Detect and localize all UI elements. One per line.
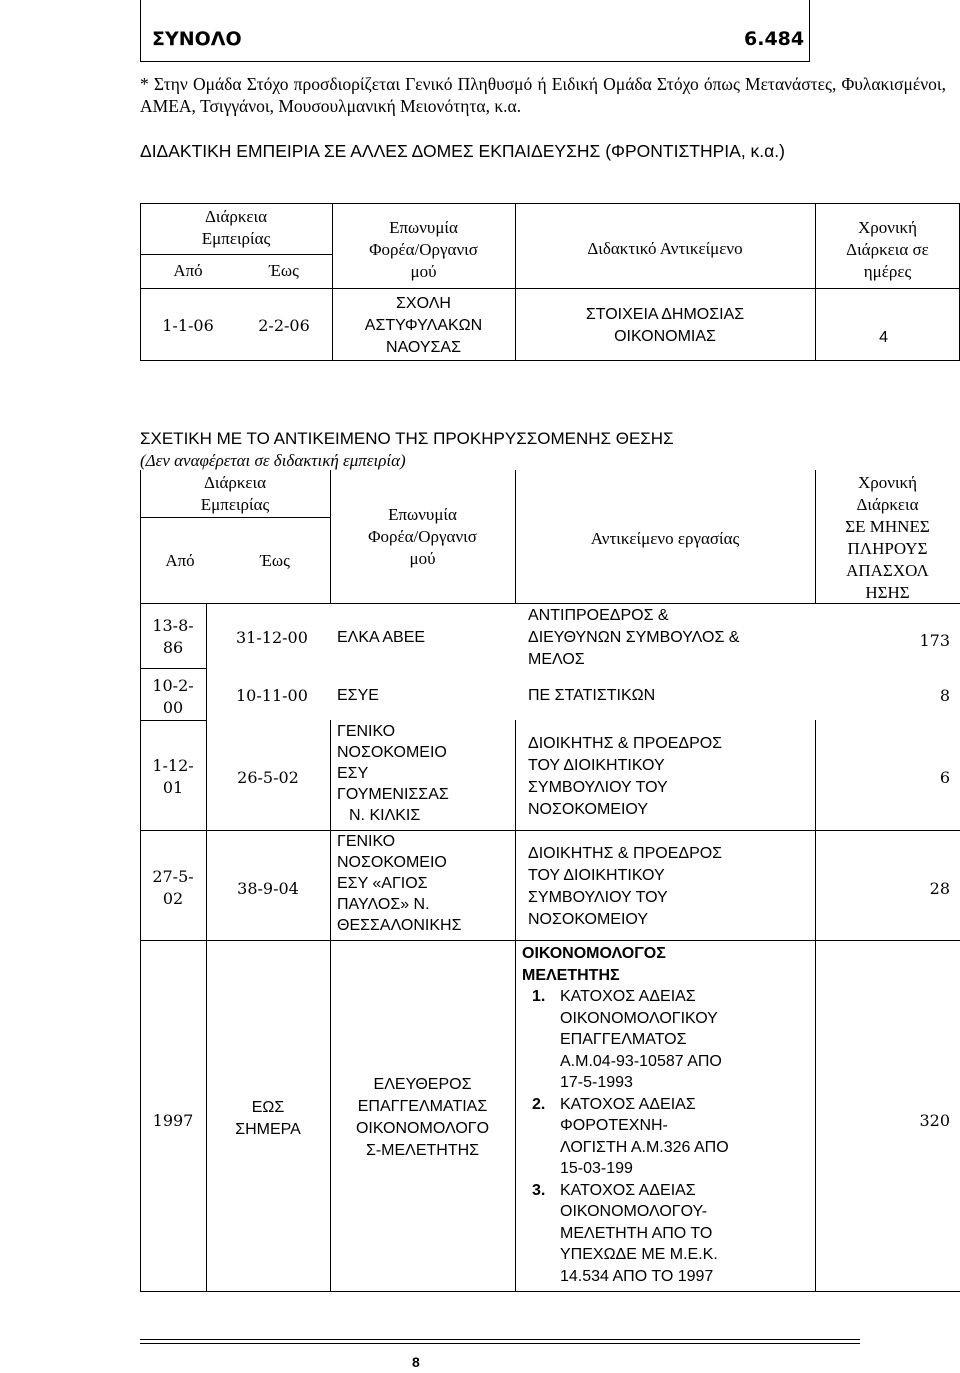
divider xyxy=(140,517,330,518)
item-line: 17-5-1993 xyxy=(560,1074,633,1091)
header-text: Χρονική xyxy=(858,218,917,237)
total-value: 6.484 xyxy=(744,28,805,50)
cell-text: Σ-ΜΕΛΕΤΗΤΗΣ xyxy=(365,1142,480,1159)
row4-months: 28 xyxy=(929,879,950,898)
cell-text: ΕΣΥ «ΑΓΙΟΣ xyxy=(337,875,428,892)
cell-text: ΝΟΣΟΚΟΜΕΙΟΥ xyxy=(528,801,649,818)
row3-months: 6 xyxy=(939,768,950,787)
cell-text: ΓΕΝΙΚΟ xyxy=(337,833,396,850)
header-from: Από xyxy=(165,551,195,570)
row-subject xyxy=(515,304,815,348)
row5-subject xyxy=(522,943,812,1287)
cell-text: ΝΟΣΟΚΟΜΕΙΟΥ xyxy=(528,911,649,928)
page-number: 8 xyxy=(412,1354,420,1370)
cell-text: ΔΙΟΙΚΗΤΗΣ & ΠΡΟΕΔΡΟΣ xyxy=(528,845,723,862)
header-duration-days xyxy=(815,217,960,283)
section-heading: ΔΙΔΑΚΤΙΚΗ ΕΜΠΕΙΡΙΑ ΣΕ ΑΛΛΕΣ ΔΟΜΕΣ ΕΚΠΑΙΔΕΥΣΗΣ (ΦΡΟΝΤΙΣΤΗΡΙΑ, κ.α.) xyxy=(140,141,785,161)
item-line: ΛΟΓΙΣΤΗ Α.Μ.326 ΑΠΟ xyxy=(560,1138,729,1156)
row1-from xyxy=(140,615,206,659)
cell-text: 13-8- xyxy=(152,616,194,635)
divider xyxy=(140,668,206,669)
divider xyxy=(140,940,206,941)
item-number: 2. xyxy=(532,1095,546,1113)
item-line: ΜΕΛΕΤΗΤΗ ΑΠΟ ΤΟ xyxy=(560,1224,713,1242)
cell-text: 1-12- xyxy=(152,756,194,775)
row4-subject xyxy=(528,843,722,931)
qualifications-list xyxy=(522,986,812,1287)
footer-rule xyxy=(140,1343,860,1344)
qualification-item xyxy=(522,986,812,1094)
qualification-item xyxy=(522,1180,812,1288)
cell-text: ΤΟΥ ΔΙΟΙΚΗΤΙΚΟΥ xyxy=(528,757,665,774)
header-text: Διάρκεια xyxy=(203,473,267,492)
cell-text: ΕΩΣ xyxy=(251,1099,285,1116)
row5-months: 320 xyxy=(919,1111,950,1130)
item-line: ΚΑΤΟΧΟΣ ΑΔΕΙΑΣ xyxy=(560,1181,696,1199)
cell-text: ΣΥΜΒΟΥΛΙΟΥ ΤΟΥ xyxy=(528,779,668,796)
header-subject: Διδακτικό Αντικείμενο xyxy=(587,239,743,258)
cell-text: ΕΛΕΥΘΕΡΟΣ xyxy=(373,1076,472,1093)
divider xyxy=(206,603,207,1292)
cell-text: ΣΤΟΙΧΕΙΑ ΔΗΜΟΣΙΑΣ xyxy=(585,306,745,323)
cell-text: ΘΕΣΣΑΛΟΝΙΚΗΣ xyxy=(337,917,462,934)
row4-to: 38-9-04 xyxy=(237,879,299,898)
teaching-experience-table xyxy=(140,203,960,361)
cell-text: ΟΙΚΟΝΟΜΙΑΣ xyxy=(614,328,716,345)
row4-from xyxy=(140,866,206,910)
cell-text: ΝΑΟΥΣΑΣ xyxy=(386,339,461,356)
header-text: Επωνυμία xyxy=(389,218,458,237)
total-label: ΣΥΝΟΛΟ xyxy=(152,28,242,50)
item-line: ΦΟΡΟΤΕΧΝΗ- xyxy=(560,1117,668,1134)
row3-organization xyxy=(337,721,449,826)
divider xyxy=(140,288,960,289)
row2-to: 10-11-00 xyxy=(236,686,308,705)
cell-text: 27-5- xyxy=(152,867,194,886)
header-text: μού xyxy=(410,262,437,281)
row1-subject xyxy=(528,605,739,671)
cell-text: ΜΕΛΟΣ xyxy=(528,651,585,668)
cell-text: ΠΑΥΛΟΣ» Ν. xyxy=(337,896,430,913)
header-text: Διάρκεια xyxy=(204,207,268,226)
item-number: 3. xyxy=(532,1181,546,1199)
header-from: Από xyxy=(173,261,203,280)
subject-title: ΟΙΚΟΝΟΜΟΛΟΓΟΣ xyxy=(522,945,666,962)
item-line: Α.Μ.04-93-10587 ΑΠΟ xyxy=(560,1052,722,1070)
item-line: ΚΑΤΟΧΟΣ ΑΔΕΙΑΣ xyxy=(560,1095,696,1113)
header-text: Επωνυμία xyxy=(388,505,457,524)
row-from: 1-1-06 xyxy=(162,316,214,335)
header-duration-months xyxy=(815,472,960,604)
header-text: Φορέα/Οργανισ xyxy=(368,527,477,546)
header-text: Χρονική xyxy=(858,473,917,492)
cell-text: ΕΠΑΓΓΕΛΜΑΤΙΑΣ xyxy=(357,1098,488,1115)
qualification-item xyxy=(522,1094,812,1180)
divider xyxy=(206,830,960,831)
cell-text: 86 xyxy=(162,638,184,657)
row-days: 4 xyxy=(879,329,888,346)
header-text: ΣΕ ΜΗΝΕΣ xyxy=(845,517,930,536)
header-to: Έως xyxy=(260,551,290,570)
item-line: 15-03-199 xyxy=(560,1160,633,1177)
row4-organization xyxy=(337,831,461,936)
header-text: ημέρες xyxy=(863,262,912,281)
cell-text: ΟΙΚΟΝΟΜΟΛΟΓΟ xyxy=(355,1120,490,1137)
row3-from xyxy=(140,755,206,799)
header-organization xyxy=(332,217,515,283)
cell-text: ΣΧΟΛΗ xyxy=(396,295,451,312)
cell-text: ΣΥΜΒΟΥΛΙΟΥ ΤΟΥ xyxy=(528,889,668,906)
row1-organization: ΕΛΚΑ ΑΒΕΕ xyxy=(337,629,426,646)
cell-text: ΑΝΤΙΠΡΟΕΔΡΟΣ & xyxy=(528,607,669,624)
row-organization xyxy=(332,293,515,359)
header-text: Εμπειρίας xyxy=(201,229,271,248)
divider xyxy=(140,1291,960,1292)
header-text: Διάρκεια xyxy=(856,495,919,514)
cell-text: 02 xyxy=(162,889,184,908)
cell-text: ΕΣΥ xyxy=(337,765,369,782)
divider xyxy=(206,940,960,941)
row2-organization: ΕΣΥΕ xyxy=(337,687,379,704)
cell-text: ΤΟΥ ΔΙΟΙΚΗΤΙΚΟΥ xyxy=(528,867,665,884)
row3-subject xyxy=(528,733,722,821)
work-experience-table xyxy=(140,470,960,1292)
header-to: Έως xyxy=(269,261,299,280)
divider xyxy=(330,720,331,1292)
item-line: ΕΠΑΓΓΕΛΜΑΤΟΣ xyxy=(560,1031,687,1048)
row2-months: 8 xyxy=(939,686,950,705)
row5-organization xyxy=(330,1074,515,1162)
divider xyxy=(140,830,206,831)
divider xyxy=(140,720,206,721)
header-text: Διάρκεια σε xyxy=(846,240,929,259)
row5-to xyxy=(206,1097,330,1141)
footer-rule xyxy=(140,1339,860,1340)
section2-subtitle: (Δεν αναφέρεται σε διδακτική εμπειρία) xyxy=(140,451,406,470)
divider xyxy=(515,720,516,1292)
row-to: 2-2-06 xyxy=(258,316,310,335)
item-line: ΚΑΤΟΧΟΣ ΑΔΕΙΑΣ xyxy=(560,988,696,1005)
subject-title: ΜΕΛΕΤΗΤΗΣ xyxy=(522,966,620,984)
section2-title: ΣΧΕΤΙΚΗ ΜΕ ΤΟ ΑΝΤΙΚΕΙΜΕΝΟ ΤΗΣ ΠΡΟΚΗΡΥΣΣΟΜΕΝΗΣ ΘΕΣΗΣ xyxy=(140,429,674,448)
section2-heading xyxy=(140,428,674,472)
item-line: ΟΙΚΟΝΟΜΟΛΟΓΟΥ- xyxy=(560,1203,708,1220)
row5-from: 1997 xyxy=(152,1111,194,1130)
cell-text: ΓΕΝΙΚΟ xyxy=(337,723,396,740)
header-text: μού xyxy=(409,549,436,568)
item-line: ΟΙΚΟΝΟΜΟΛΟΓΙΚΟΥ xyxy=(560,1009,718,1027)
header-text: ΑΠΑΣΧΟΛ xyxy=(846,561,929,580)
header-organization xyxy=(330,504,515,570)
cell-text: ΝΟΣΟΚΟΜΕΙΟ xyxy=(337,744,447,761)
header-subject: Αντικείμενο εργασίας xyxy=(590,529,740,548)
divider xyxy=(815,720,816,1292)
cell-text: 01 xyxy=(162,778,184,797)
header-duration xyxy=(140,206,332,250)
cell-text: ΔΙΟΙΚΗΤΗΣ & ΠΡΟΕΔΡΟΣ xyxy=(528,735,723,752)
row2-subject: ΠΕ ΣΤΑΤΙΣΤΙΚΩΝ xyxy=(528,687,656,704)
cell-text: ΣΗΜΕΡΑ xyxy=(235,1121,301,1138)
header-text: ΠΛΗΡΟΥΣ xyxy=(847,539,928,558)
header-text: Εμπειρίας xyxy=(200,495,270,514)
row2-from xyxy=(140,675,206,719)
cell-text: 00 xyxy=(162,698,184,717)
cell-text: ΔΙΕΥΘΥΝΩΝ ΣΥΜΒΟΥΛΟΣ & xyxy=(528,629,740,646)
cell-text: Ν. ΚΙΛΚΙΣ xyxy=(349,807,421,824)
divider xyxy=(140,254,332,255)
header-text: Φορέα/Οργανισ xyxy=(369,240,478,259)
row1-to: 31-12-00 xyxy=(236,628,308,647)
cell-text: ΝΟΣΟΚΟΜΕΙΟ xyxy=(337,854,447,871)
header-duration xyxy=(140,472,330,516)
cell-text: 10-2- xyxy=(152,676,194,695)
cell-text: ΑΣΤΥΦΥΛΑΚΩΝ xyxy=(364,317,483,334)
footnote: * Στην Ομάδα Στόχο προσδιορίζεται Γενικό Πληθυσμό ή Ειδική Ομάδα Στόχο όπως Μετανάστες, Φυλακισμένοι, ΑΜΕΑ, Τσιγγάνοι, Μουσουλμανική Μειονότητα, κ.α. xyxy=(140,74,946,116)
item-line: ΥΠΕΧΩΔΕ ΜΕ Μ.Ε.Κ. xyxy=(560,1246,718,1263)
row3-to: 26-5-02 xyxy=(237,768,299,787)
row1-months: 173 xyxy=(919,631,950,650)
header-text: ΗΣΗΣ xyxy=(865,583,910,602)
item-number: 1. xyxy=(532,988,546,1005)
cell-text: ΓΟΥΜΕΝΙΣΣΑΣ xyxy=(337,786,449,803)
item-line: 14.534 ΑΠΟ ΤΟ 1997 xyxy=(560,1267,714,1285)
